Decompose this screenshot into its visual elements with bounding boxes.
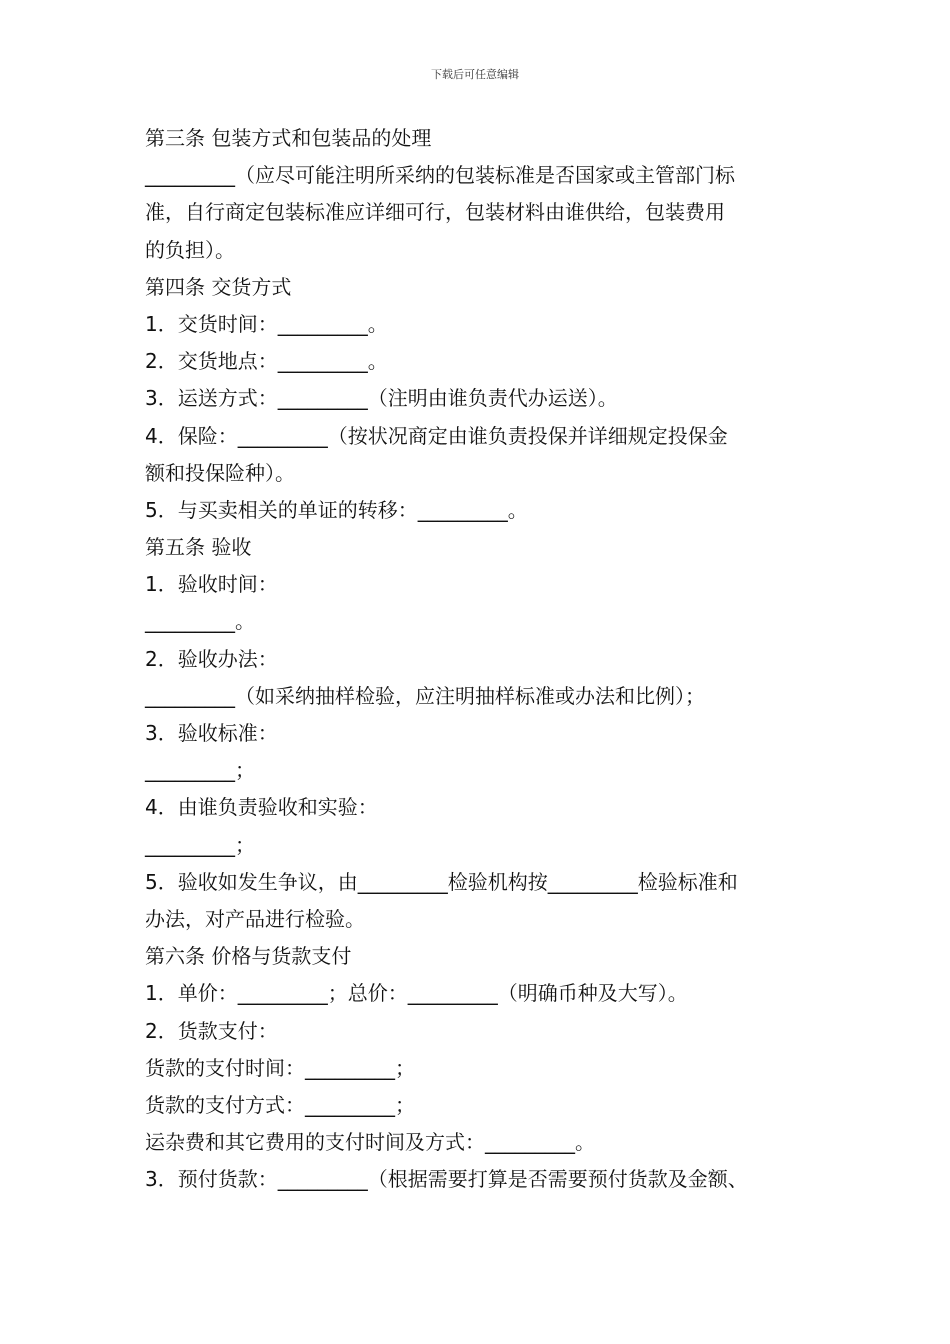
- text-line: 第四条 交货方式: [145, 274, 292, 299]
- text-line: _________（如采纳抽样检验，应注明抽样标准或办法和比例）；: [145, 683, 705, 708]
- text-line: 4．由谁负责验收和实验：: [145, 795, 378, 820]
- text-line: 准，自行商定包装标准应详细可行，包装材料由谁供给，包装费用: [145, 200, 725, 225]
- text-line: 5．验收如发生争议，由_________检验机构按_________检验标准和: [145, 869, 738, 894]
- document-body: [145, 120, 825, 1198]
- text-line: _________；: [145, 758, 255, 783]
- text-line: 额和投保险种）。: [145, 460, 295, 485]
- text-line: 5．与买卖相关的单证的转移：_________。: [145, 497, 528, 522]
- text-line: 运杂费和其它费用的支付时间及方式：_________。: [145, 1130, 595, 1155]
- text-line: 第五条 验收: [145, 535, 252, 560]
- text-line: 3．运送方式：_________（注明由谁负责代办运送）。: [145, 386, 618, 411]
- text-line: _________。: [145, 609, 255, 634]
- page-header: 下载后可任意编辑: [431, 68, 519, 81]
- text-line: 1．交货时间：_________。: [145, 311, 388, 336]
- text-line: 1．单价：_________；总价：_________（明确币种及大写）。: [145, 981, 688, 1006]
- text-line: 的负担）。: [145, 237, 235, 262]
- text-line: 3．预付货款：_________（根据需要打算是否需要预付货款及金额、: [145, 1167, 748, 1192]
- text-line: 3．验收标准：: [145, 721, 278, 745]
- text-line: 2．货款支付：: [145, 1018, 278, 1043]
- text-line: 第三条 包装方式和包装品的处理: [145, 126, 432, 150]
- text-line: _________（应尽可能注明所采纳的包装标准是否国家或主管部门标: [145, 163, 735, 188]
- text-line: 4．保险：_________（按状况商定由谁负责投保并详细规定投保金: [145, 423, 728, 448]
- text-line: 2．交货地点：_________。: [145, 349, 388, 374]
- text-line: 1．验收时间：: [145, 572, 278, 597]
- text-line: 办法，对产品进行检验。: [145, 906, 365, 931]
- text-line: 2．验收办法：: [145, 646, 278, 671]
- text-line: 第六条 价格与货款支付: [145, 944, 352, 969]
- text-line: _________；: [145, 832, 255, 857]
- text-line: 货款的支付时间：_________；: [145, 1055, 415, 1080]
- text-line: 货款的支付方式：_________；: [145, 1092, 415, 1117]
